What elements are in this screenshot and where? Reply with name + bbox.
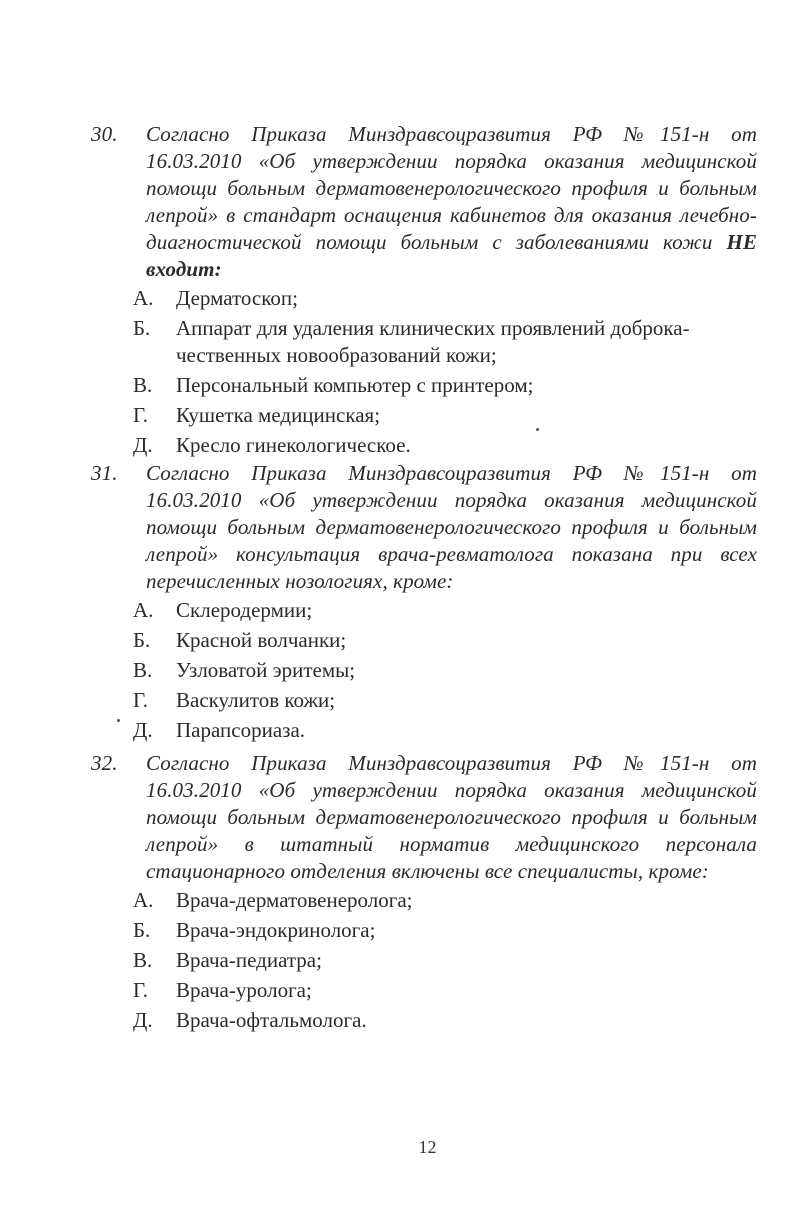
answer-option-d <box>91 717 757 744</box>
question-text <box>146 122 757 281</box>
option-letter: А. <box>133 888 154 912</box>
option-text: Кресло гинекологическое. <box>176 433 411 457</box>
option-text: Аппарат для удаления клинических проявлений доброкачественных новообразований кожи; <box>176 316 690 367</box>
question-text: Согласно Приказа Минздравсоцразвития РФ №151-н от 16.03.2010 «Об утверждении порядка оказания медицинской помощи больным дерматовенерологического профиля и больным лепрой» консультация врача-ревматолога показана при всех перечисленных нозологиях, кроме: <box>146 461 757 593</box>
option-text: Врача-офтальмолога. <box>176 1008 367 1032</box>
answer-options <box>91 597 757 744</box>
question-30 <box>91 121 757 462</box>
option-letter: Г. <box>133 688 149 712</box>
option-text: Врача-дерматовенеролога; <box>176 888 413 912</box>
option-letter: А. <box>133 598 154 622</box>
answer-option-v <box>91 947 757 974</box>
answer-option-v <box>91 372 757 399</box>
question-text-main: Согласно Приказа Минздравсоцразвития РФ №151-н от 16.03.2010 «Об утверждении порядка оказания медицинской помощи больным дерматовенерологического профиля и больным лепрой» в стандарт оснащения кабинетов для оказания лечебно-диагностической помощи больным с заболеваниями кожи <box>146 122 757 254</box>
answer-option-a <box>91 285 757 312</box>
option-text: Врача-педиатра; <box>176 948 322 972</box>
option-letter: Б. <box>133 316 151 340</box>
option-text: Красной волчанки; <box>176 628 347 652</box>
question-stem <box>91 750 757 885</box>
option-text: Васкулитов кожи; <box>176 688 336 712</box>
answer-option-b <box>91 627 757 654</box>
page-number: 12 <box>418 1137 437 1157</box>
scan-speck <box>117 719 120 722</box>
option-text: Парапсориаза. <box>176 718 306 742</box>
option-letter: Д. <box>133 718 153 742</box>
option-text: Кушетка медицинская; <box>176 403 381 427</box>
question-text: Согласно Приказа Минздравсоцразвития РФ №151-н от 16.03.2010 «Об утверждении порядка оказания медицинской помощи больным дерматовенерологического профиля и больным лепрой» в штатный норматив медицинского персонала стационарного отделения включены все специалисты, кроме: <box>146 751 757 883</box>
question-text-emphasis: НЕ входит: <box>146 230 757 281</box>
answer-option-g <box>91 977 757 1004</box>
option-text: Склеродермии; <box>176 598 313 622</box>
question-number: 32. <box>91 751 118 775</box>
answer-options <box>91 887 757 1034</box>
option-letter: Д. <box>133 1008 153 1032</box>
option-letter: Г. <box>133 978 149 1002</box>
answer-options <box>91 285 757 459</box>
option-text: Персональный компьютер с принтером; <box>176 373 534 397</box>
option-letter: В. <box>133 948 153 972</box>
question-number: 31. <box>91 461 118 485</box>
answer-option-b <box>91 315 757 369</box>
question-31 <box>91 460 757 747</box>
option-text: Узловатой эритемы; <box>176 658 356 682</box>
option-text: Дерматоскоп; <box>176 286 298 310</box>
option-letter: Б. <box>133 918 151 942</box>
answer-option-a <box>91 887 757 914</box>
option-letter: А. <box>133 286 154 310</box>
answer-option-d <box>91 432 757 459</box>
scan-speck <box>536 428 539 431</box>
answer-option-g <box>91 402 757 429</box>
answer-option-g <box>91 687 757 714</box>
question-32 <box>91 750 757 1037</box>
option-text: Врача-уролога; <box>176 978 312 1002</box>
question-number: 30. <box>91 122 118 146</box>
option-letter: Б. <box>133 628 151 652</box>
option-letter: В. <box>133 373 153 397</box>
question-stem <box>91 121 757 283</box>
option-letter: Д. <box>133 433 153 457</box>
question-stem <box>91 460 757 595</box>
option-text: Врача-эндокринолога; <box>176 918 376 942</box>
answer-option-v <box>91 657 757 684</box>
option-letter: Г. <box>133 403 149 427</box>
option-letter: В. <box>133 658 153 682</box>
answer-option-a <box>91 597 757 624</box>
answer-option-b <box>91 917 757 944</box>
answer-option-d <box>91 1007 757 1034</box>
